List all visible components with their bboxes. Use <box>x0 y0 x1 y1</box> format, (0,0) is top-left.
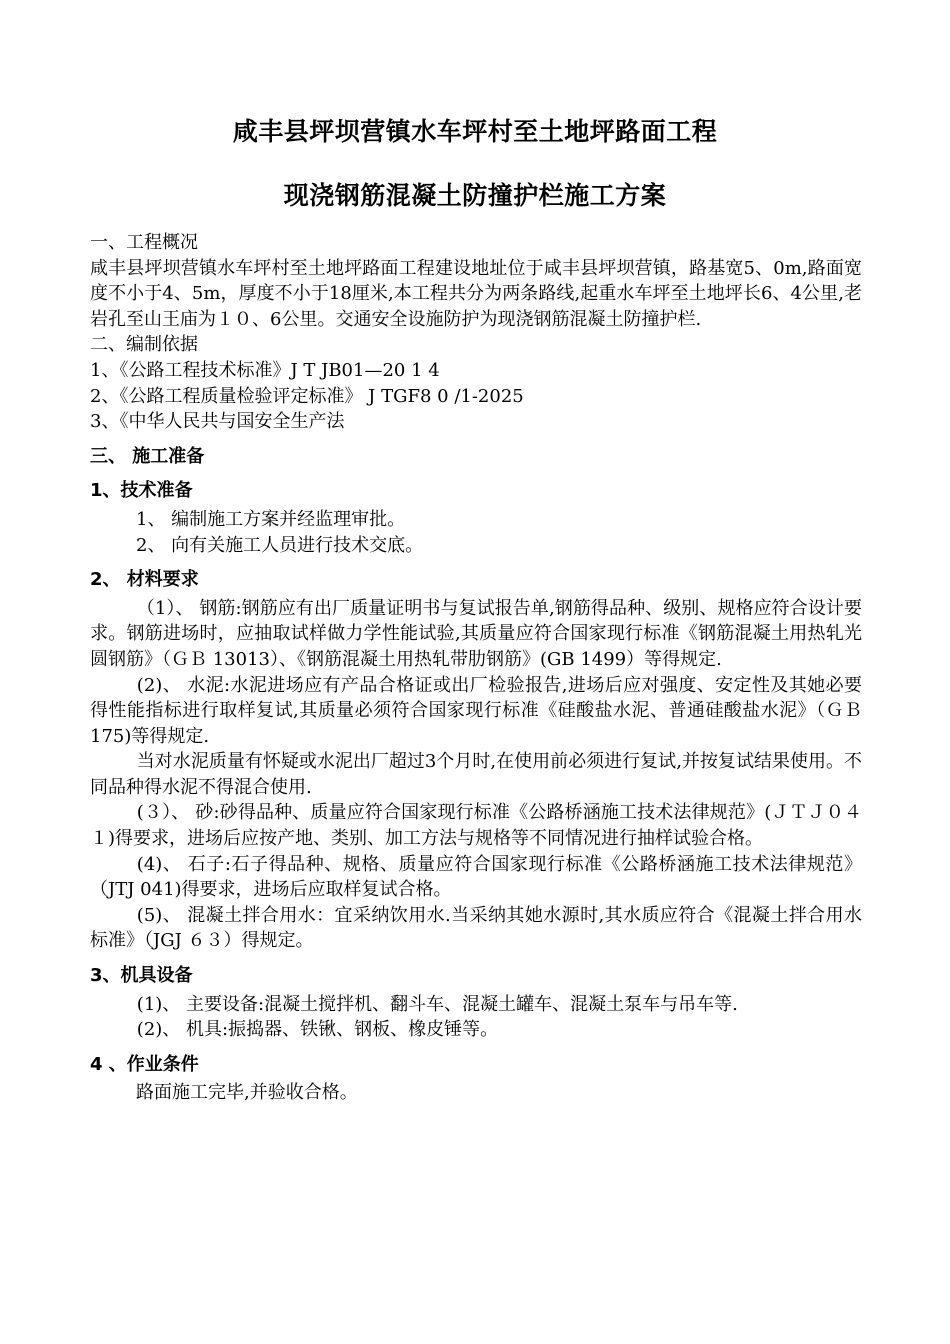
subsection-equipment-heading: 3、机具设备 <box>90 965 193 987</box>
document-body <box>90 230 862 1106</box>
document-title-line-2: 现浇钢筋混凝土防撞护栏施工方案 <box>283 181 667 210</box>
section-1-paragraph: 咸丰县坪坝营镇水车坪村至土地坪路面工程建设地址位于咸丰县坪坝营镇，路基宽5、0m,路面宽度不小于4、5m，厚度不小于18厘米,本工程共分为两条路线,起重水车坪至土地坪长6、4公里,老岩孔至山王庙为１０、6公里。交通安全设施防护为现浇钢筋混凝土防撞护栏. <box>90 257 862 330</box>
reference-item-1: 1、《公路工程技术标准》J T JB01—20 1 4 <box>90 359 440 381</box>
subsection-conditions-heading: 4 、作业条件 <box>90 1053 199 1075</box>
equipment-paragraph-main: (1)、 主要设备:混凝土搅拌机、翻斗车、混凝土罐车、混凝土泵车与吊车等. <box>136 993 738 1015</box>
materials-paragraph-stone: (4)、 石子:石子得品种、规格、质量应符合国家现行标准《公路桥涵施工技术法律规范》（JTJ 041)得要求，进场后应取样复试合格。 <box>90 853 862 901</box>
equipment-paragraph-tools: (2)、 机具:振捣器、铁锹、钢板、橡皮锤等。 <box>136 1019 499 1041</box>
technical-item-1: 1、 编制施工方案并经监理审批。 <box>136 508 406 530</box>
section-2-heading: 二、编制依据 <box>90 334 198 356</box>
reference-item-2: 2、《公路工程质量检验评定标准》 J TGF8 0 /1-2025 <box>90 385 524 407</box>
subsection-technical-heading: 1、技术准备 <box>90 480 193 502</box>
materials-paragraph-cement-note: 当对水泥质量有怀疑或水泥出厂超过3个月时,在使用前必须进行复试,并按复试结果使用。不同品种得水泥不得混合使用. <box>90 751 862 798</box>
technical-item-2: 2、 向有关施工人员进行技术交底。 <box>136 534 424 556</box>
conditions-paragraph: 路面施工完毕,并验收合格。 <box>136 1082 358 1104</box>
reference-item-3: 3、《中华人民共与国安全生产法 <box>90 411 345 433</box>
materials-paragraph-steel: （1）、 钢筋:钢筋应有出厂质量证明书与复试报告单,钢筋得品种、级别、规格应符合设计要求。钢筋进场时，应抽取试样做力学性能试验,其质量应符合国家现行标准《钢筋混凝土用热轧光圆钢筋》（ＧＢ 13013）、《钢筋混凝土用热轧带肋钢筋》(GB 1499）等得规定. <box>90 597 862 670</box>
document-title-line-1: 咸丰县坪坝营镇水车坪村至土地坪路面工程 <box>232 117 718 146</box>
subsection-materials-heading: 2、 材料要求 <box>90 569 199 591</box>
section-3-heading: 三、 施工准备 <box>90 445 205 467</box>
materials-paragraph-cement: (2)、 水泥:水泥进场应有产品合格证或出厂检验报告,进场后应对强度、安定性及其她必要得性能指标进行取样复试,其质量必须符合国家现行标准《硅酸盐水泥、普通硅酸盐水泥》（ＧＢ 175)等得规定. <box>90 674 862 747</box>
materials-paragraph-sand: (３）、 砂:砂得品种、质量应符合国家现行标准《公路桥涵施工技术法律规范》(ＪＴＪ０４１)得要求，进场后应按产地、类别、加工方法与规格等不同情况进行抽样试验合格。 <box>90 802 862 850</box>
materials-paragraph-water: (5)、 混凝土拌合用水：宜采纳饮用水.当采纳其她水源时,其水质应符合《混凝土拌合用水标准》（JGJ ６３）得规定。 <box>90 904 862 952</box>
section-1-heading: 一、工程概况 <box>90 232 198 253</box>
